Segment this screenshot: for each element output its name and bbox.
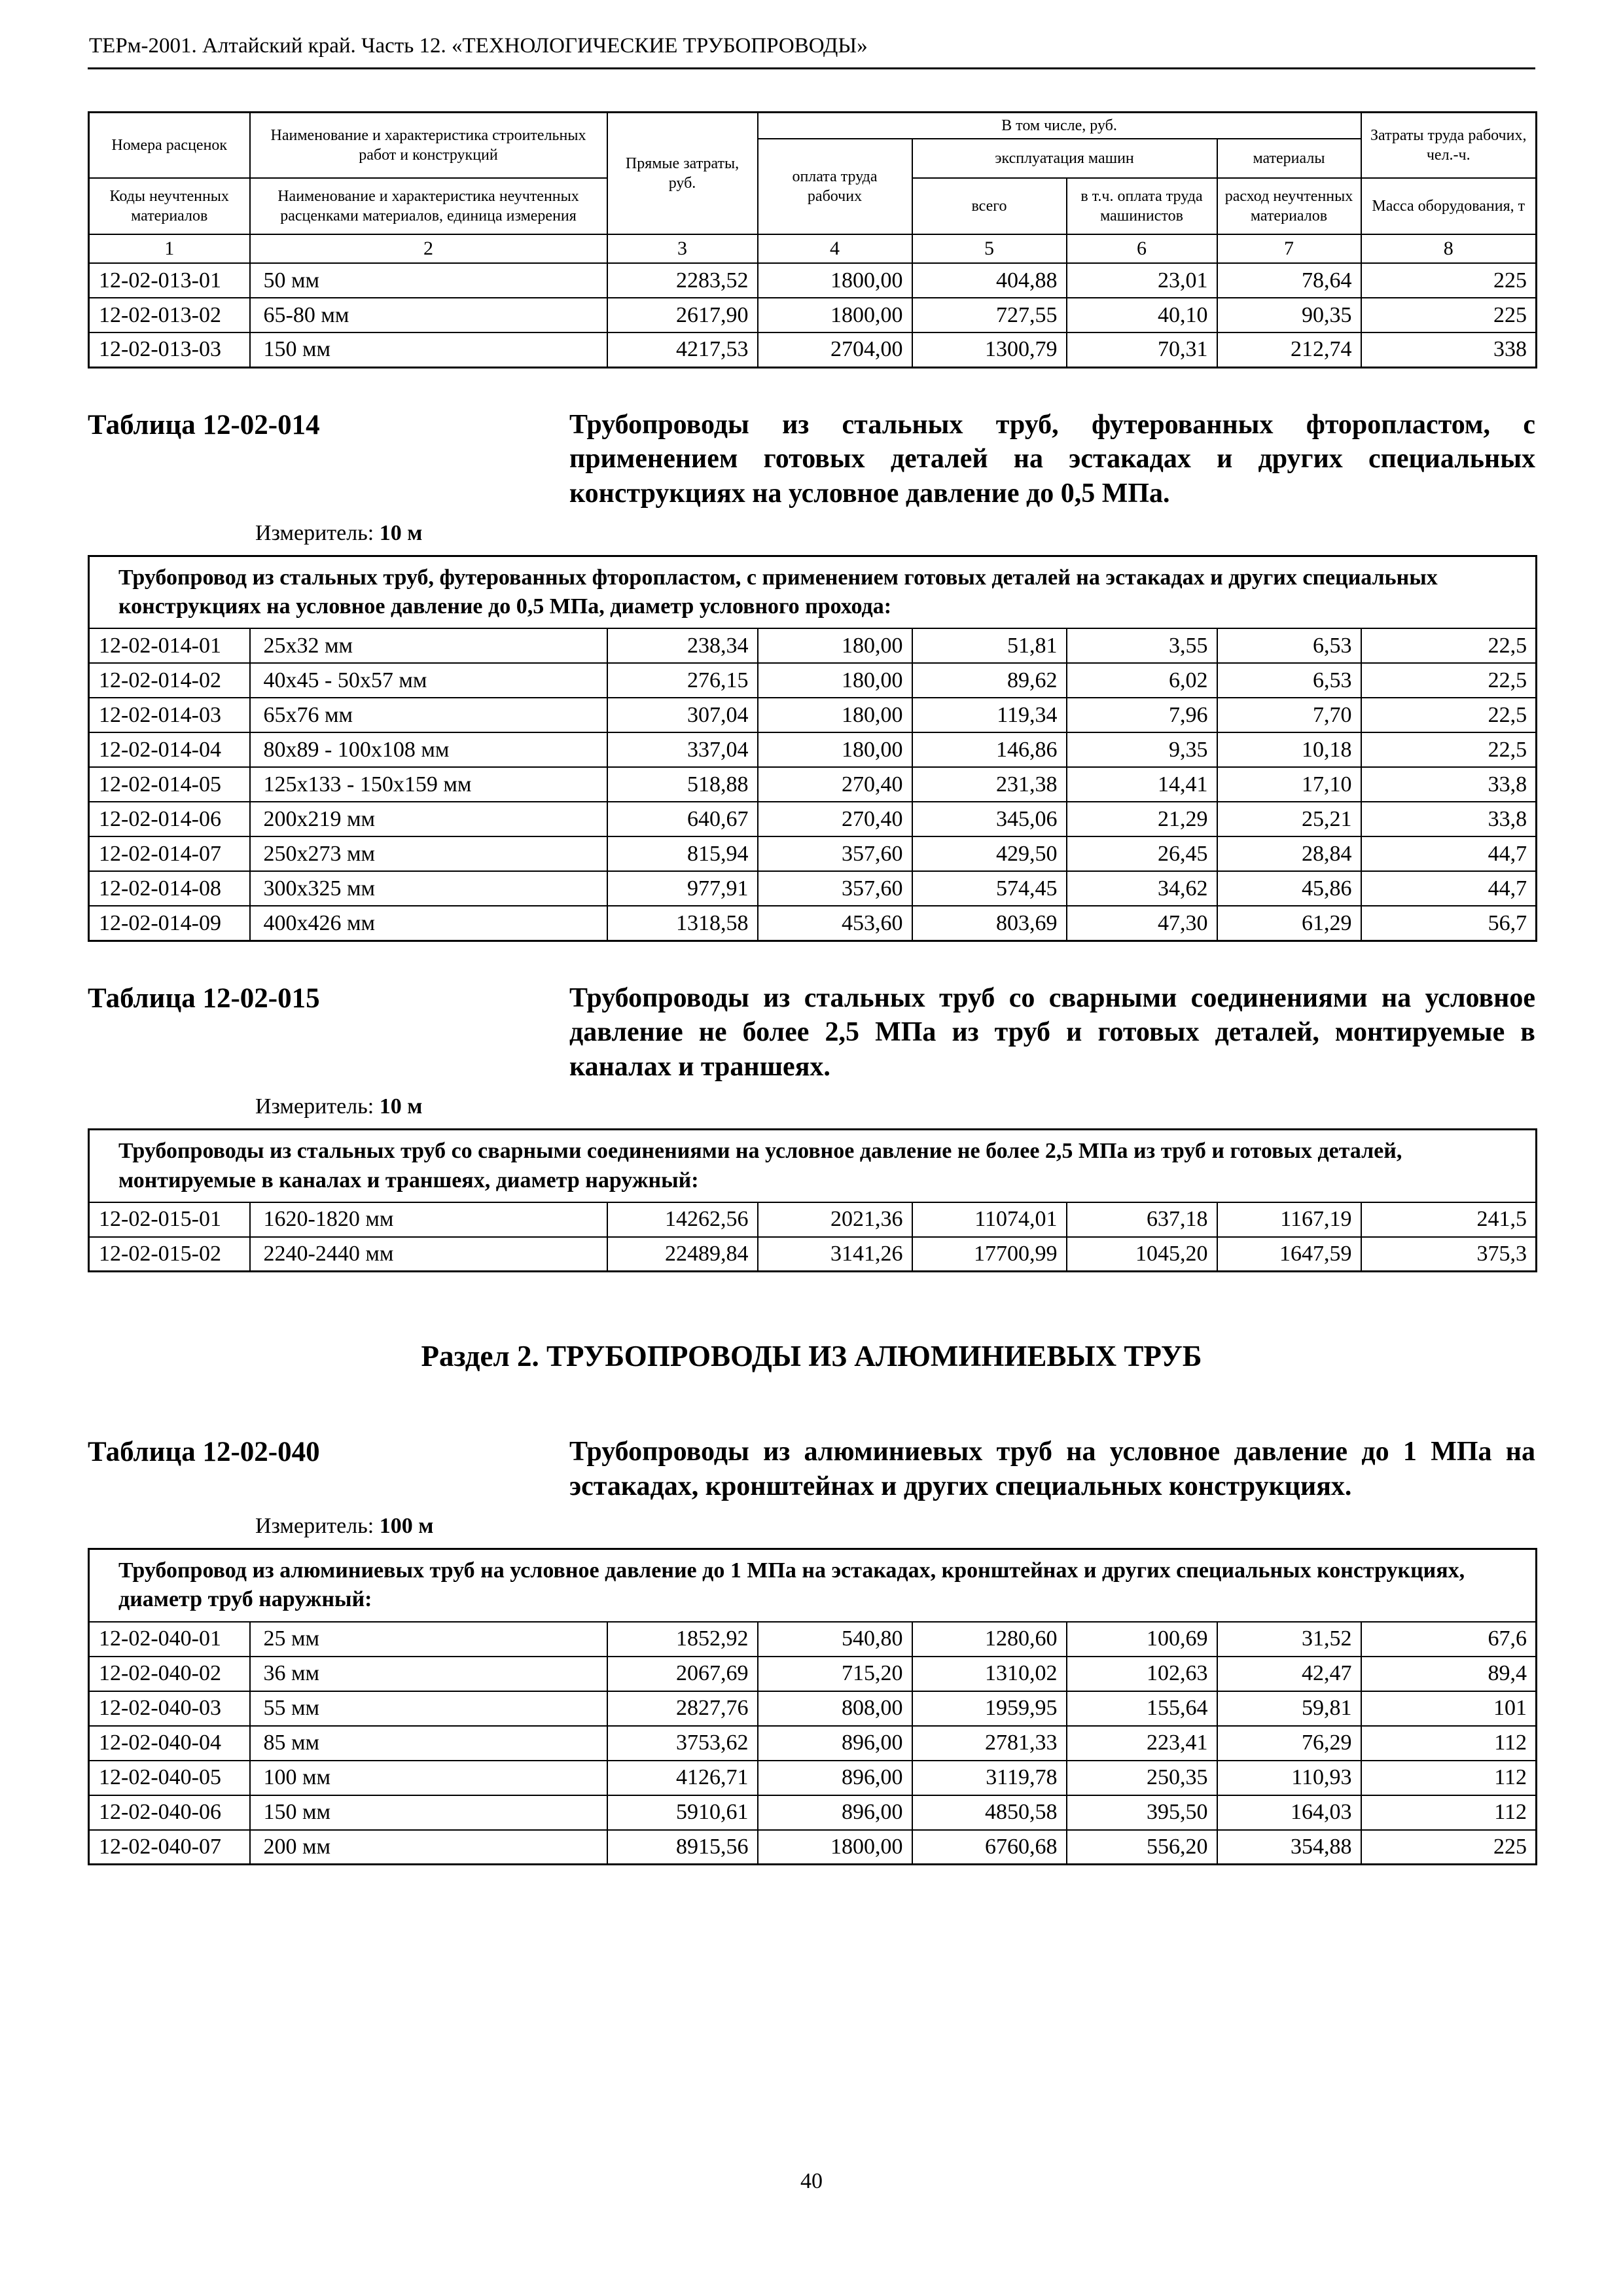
machines-total-cell: 4850,58	[912, 1795, 1067, 1830]
rates-table-12-02-015	[88, 1128, 1537, 1272]
labor-pay-cell: 896,00	[758, 1726, 912, 1761]
rate-code-cell: 12-02-040-05	[89, 1761, 250, 1795]
rate-row	[89, 1237, 1537, 1272]
col-number-2: 2	[250, 234, 607, 263]
header-work-name: Наименование и характеристика строительных работ и конструкций	[250, 113, 607, 179]
materials-cell: 164,03	[1217, 1795, 1361, 1830]
measure-line	[255, 1094, 1535, 1119]
direct-costs-cell: 4126,71	[607, 1761, 758, 1795]
measure-line	[255, 521, 1535, 546]
rate-row	[89, 663, 1537, 698]
rates-table-body	[89, 628, 1537, 941]
rate-name-cell: 250х273 мм	[250, 836, 607, 871]
labor-hours-cell: 56,7	[1361, 906, 1537, 941]
measure-label: Измеритель:	[255, 1094, 374, 1119]
direct-costs-cell: 518,88	[607, 767, 758, 802]
rate-row	[89, 1622, 1537, 1657]
rate-name-cell: 150 мм	[250, 1795, 607, 1830]
labor-hours-cell: 375,3	[1361, 1237, 1537, 1272]
materials-cell: 7,70	[1217, 698, 1361, 732]
column-numbers-row	[89, 234, 1537, 263]
machinists-pay-cell: 155,64	[1067, 1691, 1217, 1726]
table-label: Таблица 12-02-015	[88, 982, 320, 1014]
labor-hours-cell: 22,5	[1361, 698, 1537, 732]
labor-hours-cell: 22,5	[1361, 732, 1537, 767]
machines-total-cell: 51,81	[912, 628, 1067, 663]
rates-table-12-02-013	[88, 111, 1537, 368]
labor-pay-cell: 270,40	[758, 802, 912, 836]
machines-total-cell: 404,88	[912, 263, 1067, 298]
labor-hours-cell: 241,5	[1361, 1202, 1537, 1237]
rate-code-cell: 12-02-015-02	[89, 1237, 250, 1272]
machines-total-cell: 1280,60	[912, 1622, 1067, 1657]
labor-hours-cell: 44,7	[1361, 836, 1537, 871]
direct-costs-cell: 1852,92	[607, 1622, 758, 1657]
table-014-heading	[88, 408, 1535, 511]
machines-total-cell: 803,69	[912, 906, 1067, 941]
materials-cell: 10,18	[1217, 732, 1361, 767]
table-040-heading	[88, 1435, 1535, 1503]
rate-row	[89, 906, 1537, 941]
rate-code-cell: 12-02-015-01	[89, 1202, 250, 1237]
machinists-pay-cell: 70,31	[1067, 332, 1217, 367]
labor-pay-cell: 270,40	[758, 767, 912, 802]
machinists-pay-cell: 34,62	[1067, 871, 1217, 906]
rate-row	[89, 1830, 1537, 1865]
labor-hours-cell: 225	[1361, 298, 1537, 332]
machinists-pay-cell: 395,50	[1067, 1795, 1217, 1830]
labor-hours-cell: 67,6	[1361, 1622, 1537, 1657]
rate-name-cell: 50 мм	[250, 263, 607, 298]
rate-code-cell: 12-02-014-05	[89, 767, 250, 802]
labor-hours-cell: 112	[1361, 1761, 1537, 1795]
rate-name-cell: 200х219 мм	[250, 802, 607, 836]
rate-row	[89, 628, 1537, 663]
rate-row	[89, 767, 1537, 802]
materials-cell: 59,81	[1217, 1691, 1361, 1726]
machinists-pay-cell: 23,01	[1067, 263, 1217, 298]
rates-table-header	[89, 113, 1537, 264]
rate-name-cell: 400х426 мм	[250, 906, 607, 941]
direct-costs-cell: 2067,69	[607, 1657, 758, 1691]
labor-pay-cell: 715,20	[758, 1657, 912, 1691]
materials-cell: 28,84	[1217, 836, 1361, 871]
labor-pay-cell: 2704,00	[758, 332, 912, 367]
table-label: Таблица 12-02-014	[88, 409, 320, 440]
rate-code-cell: 12-02-013-02	[89, 298, 250, 332]
labor-pay-cell: 180,00	[758, 732, 912, 767]
labor-pay-cell: 453,60	[758, 906, 912, 941]
rate-name-cell: 1620-1820 мм	[250, 1202, 607, 1237]
header-materials: материалы	[1217, 139, 1361, 178]
machinists-pay-cell: 223,41	[1067, 1726, 1217, 1761]
direct-costs-cell: 4217,53	[607, 332, 758, 367]
rate-code-cell: 12-02-014-01	[89, 628, 250, 663]
direct-costs-cell: 1318,58	[607, 906, 758, 941]
labor-hours-cell: 338	[1361, 332, 1537, 367]
rate-code-cell: 12-02-014-02	[89, 663, 250, 698]
measure-label: Измеритель:	[255, 1514, 374, 1539]
machines-total-cell: 17700,99	[912, 1237, 1067, 1272]
col-number-6: 6	[1067, 234, 1217, 263]
labor-pay-cell: 1800,00	[758, 263, 912, 298]
header-labor-pay: оплата труда рабочих	[758, 139, 912, 234]
direct-costs-cell: 22489,84	[607, 1237, 758, 1272]
labor-pay-cell: 180,00	[758, 698, 912, 732]
page-number: 40	[800, 2169, 823, 2193]
materials-cell: 110,93	[1217, 1761, 1361, 1795]
table-title: Трубопроводы из алюминиевых труб на условное давление до 1 МПа на эстакадах, кронштейнах и других специальных конструкциях.	[569, 1437, 1535, 1501]
table-015-heading	[88, 981, 1535, 1085]
machinists-pay-cell: 1045,20	[1067, 1237, 1217, 1272]
running-header: ТЕРм-2001. Алтайский край. Часть 12. «ТЕХНОЛОГИЧЕСКИЕ ТРУБОПРОВОДЫ»	[88, 34, 1535, 69]
rate-code-cell: 12-02-014-06	[89, 802, 250, 836]
rate-code-cell: 12-02-040-03	[89, 1691, 250, 1726]
header-direct-costs: Прямые затраты, руб.	[607, 113, 758, 235]
rate-code-cell: 12-02-014-08	[89, 871, 250, 906]
labor-pay-cell: 2021,36	[758, 1202, 912, 1237]
materials-cell: 212,74	[1217, 332, 1361, 367]
labor-hours-cell: 22,5	[1361, 628, 1537, 663]
machinists-pay-cell: 47,30	[1067, 906, 1217, 941]
rates-table-body	[89, 1622, 1537, 1865]
direct-costs-cell: 337,04	[607, 732, 758, 767]
rate-code-cell: 12-02-040-06	[89, 1795, 250, 1830]
rate-row	[89, 732, 1537, 767]
section-2-heading: Раздел 2. ТРУБОПРОВОДЫ ИЗ АЛЮМИНИЕВЫХ ТРУБ	[421, 1340, 1202, 1373]
labor-pay-cell: 357,60	[758, 871, 912, 906]
header-including-group: В том числе, руб.	[758, 113, 1361, 139]
rates-table-12-02-014	[88, 555, 1537, 942]
rate-code-cell: 12-02-040-07	[89, 1830, 250, 1865]
rate-row	[89, 698, 1537, 732]
labor-pay-cell: 1800,00	[758, 298, 912, 332]
rate-name-cell: 36 мм	[250, 1657, 607, 1691]
group-header-text: Трубопроводы из стальных труб со сварными соединениями на условное давление не более 2,5 МПа из труб и готовых деталей, монтируемые в каналах и траншеях, диаметр наружный:	[89, 1130, 1537, 1202]
rate-code-cell: 12-02-040-02	[89, 1657, 250, 1691]
materials-cell: 61,29	[1217, 906, 1361, 941]
rate-row	[89, 871, 1537, 906]
machinists-pay-cell: 100,69	[1067, 1622, 1217, 1657]
rate-name-cell: 300х325 мм	[250, 871, 607, 906]
direct-costs-cell: 815,94	[607, 836, 758, 871]
header-materials-consumption: расход неучтенных материалов	[1217, 178, 1361, 234]
labor-hours-cell: 112	[1361, 1795, 1537, 1830]
machines-total-cell: 231,38	[912, 767, 1067, 802]
header-machines-group: эксплуатация машин	[912, 139, 1217, 178]
rate-name-cell: 200 мм	[250, 1830, 607, 1865]
direct-costs-cell: 2283,52	[607, 263, 758, 298]
machines-total-cell: 574,45	[912, 871, 1067, 906]
header-material-name: Наименование и характеристика неучтенных расценками материалов, единица измерения	[250, 178, 607, 234]
rate-code-cell: 12-02-014-04	[89, 732, 250, 767]
materials-cell: 6,53	[1217, 663, 1361, 698]
materials-cell: 17,10	[1217, 767, 1361, 802]
labor-hours-cell: 33,8	[1361, 767, 1537, 802]
header-labor-hours: Затраты труда рабочих, чел.-ч.	[1361, 113, 1537, 179]
col-number-4: 4	[758, 234, 912, 263]
col-number-5: 5	[912, 234, 1067, 263]
direct-costs-cell: 5910,61	[607, 1795, 758, 1830]
rate-code-cell: 12-02-013-01	[89, 263, 250, 298]
machinists-pay-cell: 21,29	[1067, 802, 1217, 836]
rate-row	[89, 298, 1537, 332]
labor-hours-cell: 33,8	[1361, 802, 1537, 836]
direct-costs-cell: 307,04	[607, 698, 758, 732]
materials-cell: 1647,59	[1217, 1237, 1361, 1272]
labor-pay-cell: 180,00	[758, 663, 912, 698]
labor-pay-cell: 3141,26	[758, 1237, 912, 1272]
group-header-text: Трубопровод из стальных труб, футерованных фторопластом, с применением готовых деталей на эстакадах и других специальных конструкциях на условное давление до 0,5 МПа, диаметр условного прохода:	[89, 556, 1537, 629]
rates-table-body	[89, 263, 1537, 367]
header-material-codes: Коды неучтенных материалов	[89, 178, 250, 234]
labor-hours-cell: 44,7	[1361, 871, 1537, 906]
rates-table-body	[89, 1202, 1537, 1272]
rate-row	[89, 332, 1537, 367]
measure-label: Измеритель:	[255, 521, 374, 545]
labor-pay-cell: 896,00	[758, 1795, 912, 1830]
rate-name-cell: 65х76 мм	[250, 698, 607, 732]
labor-pay-cell: 180,00	[758, 628, 912, 663]
machines-total-cell: 1300,79	[912, 332, 1067, 367]
rate-name-cell: 125х133 - 150х159 мм	[250, 767, 607, 802]
direct-costs-cell: 8915,56	[607, 1830, 758, 1865]
rate-row	[89, 1202, 1537, 1237]
rate-row	[89, 836, 1537, 871]
rate-row	[89, 1691, 1537, 1726]
rate-name-cell: 2240-2440 мм	[250, 1237, 607, 1272]
table-group-header	[89, 1549, 1537, 1622]
materials-cell: 45,86	[1217, 871, 1361, 906]
table-label: Таблица 12-02-040	[88, 1437, 320, 1468]
measure-value: 10 м	[379, 1094, 423, 1119]
machinists-pay-cell: 556,20	[1067, 1830, 1217, 1865]
materials-cell: 1167,19	[1217, 1202, 1361, 1237]
machines-total-cell: 2781,33	[912, 1726, 1067, 1761]
materials-cell: 6,53	[1217, 628, 1361, 663]
measure-line	[255, 1514, 1535, 1539]
rate-row	[89, 1726, 1537, 1761]
rate-code-cell: 12-02-040-01	[89, 1622, 250, 1657]
labor-hours-cell: 225	[1361, 263, 1537, 298]
labor-pay-cell: 896,00	[758, 1761, 912, 1795]
machinists-pay-cell: 102,63	[1067, 1657, 1217, 1691]
machines-total-cell: 1310,02	[912, 1657, 1067, 1691]
direct-costs-cell: 977,91	[607, 871, 758, 906]
rate-name-cell: 40х45 - 50х57 мм	[250, 663, 607, 698]
machinists-pay-cell: 26,45	[1067, 836, 1217, 871]
header-equipment-mass: Масса оборудования, т	[1361, 178, 1537, 234]
labor-pay-cell: 540,80	[758, 1622, 912, 1657]
measure-value: 100 м	[379, 1514, 434, 1539]
machines-total-cell: 1959,95	[912, 1691, 1067, 1726]
materials-cell: 25,21	[1217, 802, 1361, 836]
materials-cell: 78,64	[1217, 263, 1361, 298]
machines-total-cell: 119,34	[912, 698, 1067, 732]
direct-costs-cell: 2827,76	[607, 1691, 758, 1726]
machinists-pay-cell: 6,02	[1067, 663, 1217, 698]
machinists-pay-cell: 40,10	[1067, 298, 1217, 332]
machinists-pay-cell: 14,41	[1067, 767, 1217, 802]
header-machines-total: всего	[912, 178, 1067, 234]
machines-total-cell: 429,50	[912, 836, 1067, 871]
labor-hours-cell: 22,5	[1361, 663, 1537, 698]
direct-costs-cell: 14262,56	[607, 1202, 758, 1237]
machines-total-cell: 345,06	[912, 802, 1067, 836]
col-number-8: 8	[1361, 234, 1537, 263]
table-title: Трубопроводы из стальных труб, футерованных фторопластом, с применением готовых деталей на эстакадах и других специальных конструкциях на условное давление до 0,5 МПа.	[569, 409, 1535, 509]
rate-name-cell: 150 мм	[250, 332, 607, 367]
rate-name-cell: 65-80 мм	[250, 298, 607, 332]
direct-costs-cell: 2617,90	[607, 298, 758, 332]
rate-row	[89, 1795, 1537, 1830]
group-header-text: Трубопровод из алюминиевых труб на условное давление до 1 МПа на эстакадах, кронштейнах и других специальных конструкциях, диаметр труб наружный:	[89, 1549, 1537, 1622]
materials-cell: 42,47	[1217, 1657, 1361, 1691]
machinists-pay-cell: 3,55	[1067, 628, 1217, 663]
rate-name-cell: 55 мм	[250, 1691, 607, 1726]
header-machinists-pay: в т.ч. оплата труда машинистов	[1067, 178, 1217, 234]
labor-hours-cell: 225	[1361, 1830, 1537, 1865]
machines-total-cell: 6760,68	[912, 1830, 1067, 1865]
header-rate-numbers: Номера расценок	[89, 113, 250, 179]
labor-hours-cell: 101	[1361, 1691, 1537, 1726]
rate-row	[89, 1657, 1537, 1691]
rate-name-cell: 100 мм	[250, 1761, 607, 1795]
machinists-pay-cell: 9,35	[1067, 732, 1217, 767]
rate-code-cell: 12-02-014-09	[89, 906, 250, 941]
direct-costs-cell: 276,15	[607, 663, 758, 698]
machinists-pay-cell: 250,35	[1067, 1761, 1217, 1795]
materials-cell: 354,88	[1217, 1830, 1361, 1865]
rate-row	[89, 263, 1537, 298]
materials-cell: 31,52	[1217, 1622, 1361, 1657]
rates-table-12-02-040	[88, 1548, 1537, 1865]
rate-name-cell: 25х32 мм	[250, 628, 607, 663]
machines-total-cell: 11074,01	[912, 1202, 1067, 1237]
rate-row	[89, 802, 1537, 836]
measure-value: 10 м	[379, 521, 423, 545]
machines-total-cell: 146,86	[912, 732, 1067, 767]
labor-hours-cell: 89,4	[1361, 1657, 1537, 1691]
table-group-header	[89, 556, 1537, 629]
materials-cell: 90,35	[1217, 298, 1361, 332]
rate-code-cell: 12-02-014-07	[89, 836, 250, 871]
direct-costs-cell: 3753,62	[607, 1726, 758, 1761]
col-number-1: 1	[89, 234, 250, 263]
machines-total-cell: 3119,78	[912, 1761, 1067, 1795]
direct-costs-cell: 238,34	[607, 628, 758, 663]
direct-costs-cell: 640,67	[607, 802, 758, 836]
labor-hours-cell: 112	[1361, 1726, 1537, 1761]
table-title: Трубопроводы из стальных труб со сварными соединениями на условное давление не более 2,5 МПа из труб и готовых деталей, монтируемые в каналах и траншеях.	[569, 982, 1535, 1082]
rate-code-cell: 12-02-014-03	[89, 698, 250, 732]
rate-name-cell: 25 мм	[250, 1622, 607, 1657]
rate-code-cell: 12-02-013-03	[89, 332, 250, 367]
machines-total-cell: 89,62	[912, 663, 1067, 698]
col-number-3: 3	[607, 234, 758, 263]
machines-total-cell: 727,55	[912, 298, 1067, 332]
machinists-pay-cell: 7,96	[1067, 698, 1217, 732]
col-number-7: 7	[1217, 234, 1361, 263]
labor-pay-cell: 357,60	[758, 836, 912, 871]
rate-name-cell: 80х89 - 100х108 мм	[250, 732, 607, 767]
labor-pay-cell: 1800,00	[758, 1830, 912, 1865]
labor-pay-cell: 808,00	[758, 1691, 912, 1726]
materials-cell: 76,29	[1217, 1726, 1361, 1761]
machinists-pay-cell: 637,18	[1067, 1202, 1217, 1237]
rate-name-cell: 85 мм	[250, 1726, 607, 1761]
rate-code-cell: 12-02-040-04	[89, 1726, 250, 1761]
table-group-header	[89, 1130, 1537, 1202]
rate-row	[89, 1761, 1537, 1795]
